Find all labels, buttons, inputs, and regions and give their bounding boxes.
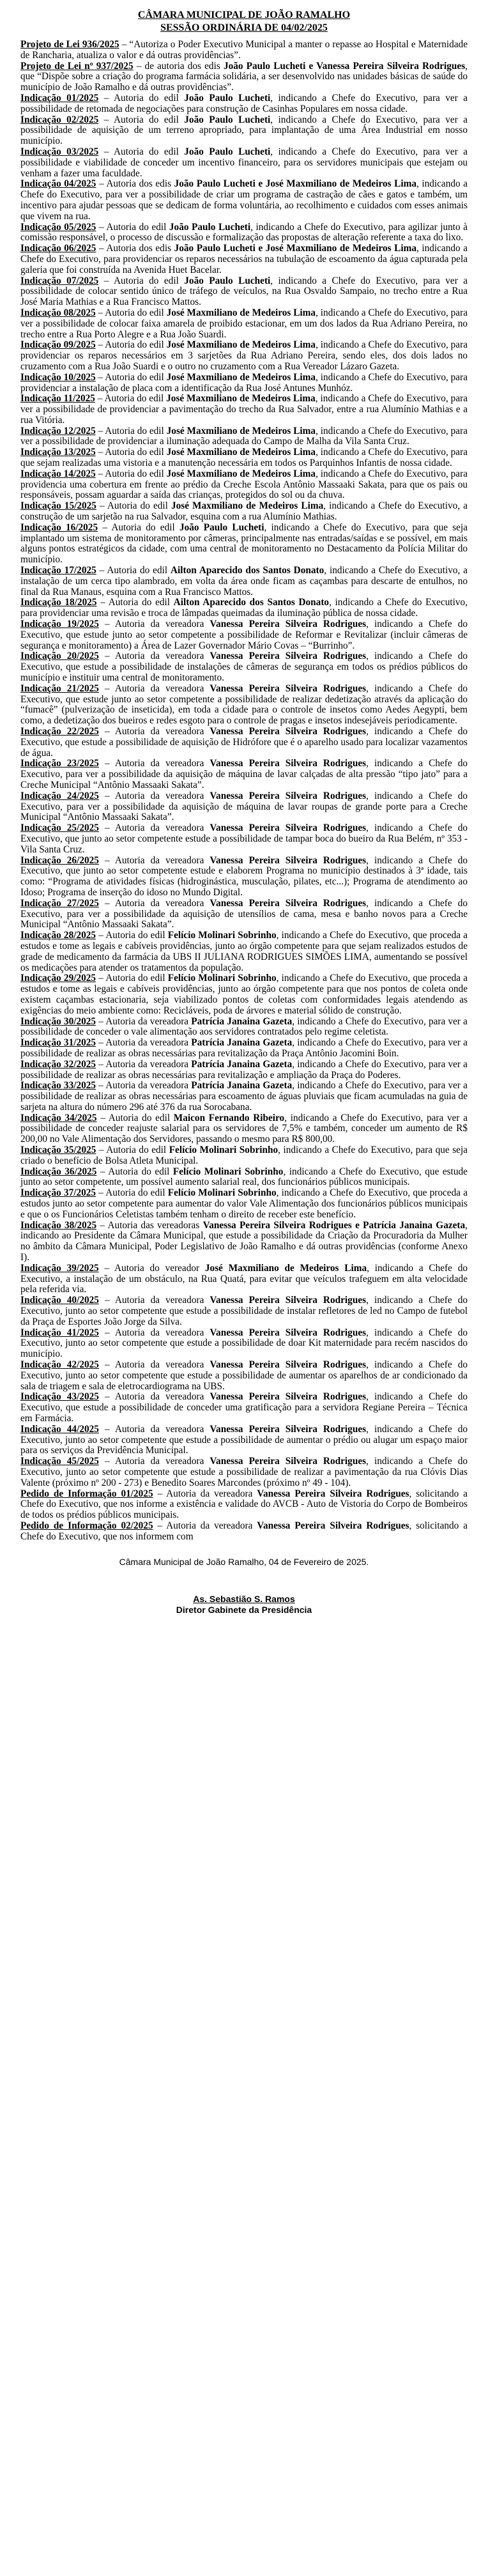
item-label: Indicação 45/2025 <box>20 1456 99 1467</box>
item-label: Indicação 04/2025 <box>20 178 96 190</box>
agenda-item <box>20 394 468 426</box>
author-name: Vanessa Pereira Silveira Rodrigues <box>257 1488 409 1499</box>
signer-name: As. Sebastião S. Ramos <box>193 1593 295 1604</box>
agenda-item <box>20 899 468 930</box>
author-name: Felício Molinari Sobrinho <box>167 973 277 984</box>
agenda-item <box>20 1113 468 1145</box>
author-name: Patrícia Janaina Gazeta <box>191 1080 293 1091</box>
footer-place-date: Câmara Municipal de João Ramalho, 04 de Fevereiro de 2025. <box>119 1556 369 1567</box>
author-name: Ailton Aparecido dos Santos Donato <box>173 597 330 608</box>
item-label: Indicação 27/2025 <box>20 897 99 909</box>
item-label: Indicação 05/2025 <box>20 221 96 233</box>
item-label: Indicação 15/2025 <box>20 500 96 512</box>
item-text: , indicando a Chefe do Executivo, para providenciar os reparos necessários em 3 sarjetões da Rua Adriano Pereira, sendo eles, dos dois lados no cruzamento com a Rua João Suardi e o outro no cruzamento com a Rua Vereador Lázaro Gazeta. <box>20 339 468 372</box>
author-name: Felício Molinari Sobrinho <box>167 1187 277 1199</box>
item-text: , indicando a Chefe do Executivo, que estude junto ao setor competente a possibilidade de realizar dedetização através da aplicação do “fumacê” (pulverização de inseticida), em toda a cidade para o controle de insetos como Aedes Aegypti, bem como, a dedetização dos bueiros e redes esgoto para o controle de pragas e insetos indesejáveis periodicamente. <box>20 683 468 727</box>
item-label: Indicação 30/2025 <box>20 1015 96 1027</box>
item-label: Indicação 21/2025 <box>20 683 99 694</box>
item-label: Indicação 41/2025 <box>20 1327 99 1338</box>
item-text: , indicando a Chefe do Executivo, que proceda a estudos e tome as legais e cabíveis providências, junto ao órgão competente para que sejam realizados estudos de grade de medicamento da farmácia da UBS II JULIANA RODRIGUES SIMÕES LIMA, aumentando se possível os medicações para atender os tratamentos da população. <box>20 930 468 973</box>
author-name: Vanessa Pereira Silveira Rodrigues <box>210 758 367 769</box>
item-label: Indicação 34/2025 <box>20 1112 97 1123</box>
header-title: CÂMARA MUNICIPAL DE JOÃO RAMALHO <box>137 10 351 20</box>
item-label: Indicação 06/2025 <box>20 243 96 254</box>
author-name: João Paulo Lucheti <box>184 146 271 157</box>
item-label: Indicação 36/2025 <box>20 1166 97 1177</box>
item-text: – Autoria do edil <box>96 565 171 576</box>
item-text: , indicando a Chefe do Executivo, para ver a possibilidade e viabilidade de conceder um incentivo financeiro, para os servidores municipais que estejam ou venham a fazer uma faculdade. <box>20 146 468 179</box>
item-text: , solicitando a Chefe do Executivo, que nos informe a existência e validade do AVCB - Auto de Vistoria do Corpo de Bombeiros de todos os prédios públicos municipais. <box>20 1488 468 1521</box>
item-text: , indicando a Chefe do Executivo, a construção de um sarjetão na rua Salvador, esquina com a rua Alumínio Mathias. <box>20 500 468 523</box>
item-text: – Autoria do edil <box>98 146 185 157</box>
item-text: , indicando a Chefe do Executivo, para ver a possibilidade de providenciar a iluminação adequada do Campo de Malha da Vila Santa Cruz. <box>20 425 468 447</box>
item-label: Indicação 01/2025 <box>20 92 99 104</box>
author-name: Patrícia Janaina Gazeta <box>191 1037 293 1049</box>
item-label: Indicação 10/2025 <box>20 371 96 383</box>
agenda-item <box>20 93 468 115</box>
item-text: , indicando a Chefe do Executivo, junto ao setor competente que estude a possibilidade de realizar a pavimentação da rua Clóvis Dias Valente (próximo nº 200 - 273) e Benedito Soares Marcondes (próximo nº 49 - 104). <box>20 1456 468 1488</box>
agenda-item <box>20 1188 468 1220</box>
item-text: , indicando ao Presidente da Câmara Municipal, que estude a possibilidade da Criação da Procuradoria da Mulher no âmbito da Câmara Municipal, Poder Legislativo de João Ramalho e dá outras providências (conforme Anexo I). <box>20 1219 468 1263</box>
agenda-item <box>20 276 468 308</box>
item-text: , indicando a Chefe do Executivo, que estude junto ao setor competente a possibilidade de Reformar e Revitalizar (incluir câmeras de segurança e monitoramento) a Área de Lazer Governador Mário Covas – “Burrinho”. <box>20 619 468 651</box>
agenda-item <box>20 523 468 566</box>
item-text: , indicando a Chefe do Executivo, para ver a possibilidade de conceder o vale alimentação aos servidores contratados pelo regime celetista. <box>20 1015 468 1038</box>
item-text: , indicando a Chefe do Executivo, para ver a possibilidade da aquisição de utensílios de cama, mesa e banho novos para a Creche Municipal “Antônio Massaaki Sakata”. <box>20 897 468 930</box>
item-label: Indicação 43/2025 <box>20 1391 99 1403</box>
item-label: Indicação 16/2025 <box>20 521 98 533</box>
agenda-item <box>20 1456 468 1488</box>
item-text: , indicando a Chefe do Executivo, para que seja implantado um sistema de monitoramento por câmeras, principalmente nas entradas/saídas e se possível, em mais alguns pontos estratégicos da cidade, com uma central de monitoramento no Destacamento da Polícia Militar do município. <box>20 521 468 566</box>
author-name: João Paulo Lucheti <box>184 92 271 104</box>
item-text: – Autoria do edil <box>95 339 167 351</box>
item-label: Indicação 08/2025 <box>20 307 96 318</box>
author-name: José Maxmiliano de Medeiros Lima <box>166 371 316 383</box>
author-name: Vanessa Pereira Silveira Rodrigues <box>210 726 367 737</box>
item-text: – “Autoriza o Poder Executivo Municipal a manter o repasse ao Hospital e Maternidade de Rancharia, atualiza o valor e dá outras providências”. <box>20 39 468 61</box>
item-text: – Autoria da vereadora <box>96 1037 192 1049</box>
item-label: Indicação 26/2025 <box>20 854 99 866</box>
item-text: , indicando a Chefe do Executivo, junto ao setor competente que estude a possibilidade de aumentar os aparelhos de ar condicionado da sala de triagem e sala de eletrocardiograma na UBS. <box>20 1359 468 1392</box>
author-name: Vanessa Pereira Silveira Rodrigues <box>210 1359 367 1371</box>
item-text: , indicando a Chefe do Executivo, que proceda a estudos junto ao setor competente para aumentar do valor Vale Alimentação dos funcionários públicos municipais e que o os Funcionários Celetistas também tenham o direito de receber este benefício. <box>20 1187 468 1220</box>
item-label: Indicação 11/2025 <box>20 393 95 405</box>
agenda-item <box>20 115 468 147</box>
item-text: – Autoria do edil <box>96 500 171 512</box>
agenda-item <box>20 61 468 93</box>
item-text: – Autoria dos edis <box>96 178 174 190</box>
item-text: , indicando a Chefe do Executivo, para ver a possibilidade de colocar faixa amarela de proibido estacionar, em um dos lados da Rua Adriano Pereira, no trecho entre a Rua Porto Alegre e a Rua João Suardi. <box>20 307 468 340</box>
agenda-item <box>20 1489 468 1521</box>
agenda-item <box>20 1424 468 1456</box>
document-header <box>20 9 468 35</box>
author-name: Patrícia Janaina Gazeta <box>191 1058 293 1070</box>
item-label: Indicação 38/2025 <box>20 1219 97 1231</box>
item-label: Indicação 24/2025 <box>20 790 99 801</box>
author-name: João Paulo Lucheti <box>184 275 271 286</box>
author-name: José Maxmiliano de Medeiros Lima <box>166 468 316 479</box>
item-text: , indicando a Chefe do Executivo, para ver a possibilidade de colocar sentido único de tráfego de veículos, na Rua Osvaldo Sampaio, no trecho entre a Rua José Maria Mathias e a Rua Francisco Mattos. <box>20 275 468 308</box>
author-name: Ailton Aparecido dos Santos Donato <box>171 565 324 576</box>
author-name: Felício Molinari Sobrinho <box>172 1166 284 1177</box>
author-name: Vanessa Pereira Silveira Rodrigues e Patrícia Janaina Gazeta <box>202 1219 466 1231</box>
item-label: Indicação 39/2025 <box>20 1262 99 1274</box>
author-name: Vanessa Pereira Silveira Rodrigues <box>210 619 367 630</box>
item-text: – Autoria da vereadora <box>153 1520 257 1531</box>
item-label: Indicação 25/2025 <box>20 822 99 834</box>
item-text: , indicando a Chefe do Executivo, a instalação de um obstáculo, na Rua Quatá, para evitar que veículos trafeguem em alta velocidade pela referida via. <box>20 1262 468 1295</box>
item-text: , indicando a Chefe do Executivo, para ver a possibilidade de realizar as obras necessárias para escoamento de águas pluviais que ficam acumuladas na guia de sarjeta na altura do número 296 até 376 da rua Sorocabana. <box>20 1080 468 1113</box>
item-label: Indicação 40/2025 <box>20 1295 99 1306</box>
agenda-item <box>20 1221 468 1263</box>
author-name: Vanessa Pereira Silveira Rodrigues <box>210 854 367 866</box>
agenda-item <box>20 1038 468 1060</box>
item-text: , indicando a Chefe do Executivo, para ver a possibilidade de aquisição de um terreno apropriado, para implantação de uma Área Industrial em nosso município. <box>20 114 468 147</box>
agenda-item <box>20 1060 468 1081</box>
author-name: Vanessa Pereira Silveira Rodrigues <box>210 1456 367 1467</box>
item-text: – Autoria da vereadora <box>96 1058 192 1070</box>
item-text: – Autoria da vereadora <box>96 1015 192 1027</box>
author-name: Maicon Fernando Ribeiro <box>173 1112 285 1123</box>
item-text: – Autoria do edil <box>96 597 174 608</box>
item-text: , indicando a Chefe do Executivo, que junto ao setor competente estude a possibilidade de tampar boca do bueiro da Rua Belém, nº 353 - Vila Santa Cruz. <box>20 822 468 855</box>
item-text: , que “Dispõe sobre a criação do programa farmácia solidária, a ser desenvolvido nas unidades básicas de saúde do município de João Ramalho e dá outras providências”. <box>20 60 468 93</box>
author-name: Vanessa Pereira Silveira Rodrigues <box>210 897 367 909</box>
item-label: Indicação 42/2025 <box>20 1359 99 1371</box>
agenda-item <box>20 823 468 855</box>
author-name: José Maxmiliano de Medeiros Lima <box>166 425 316 436</box>
item-label: Pedido de Informação 01/2025 <box>20 1488 153 1499</box>
item-text: – Autoria do edil <box>96 930 168 941</box>
item-text: , indicando a Chefe do Executivo, para ver a possibilidade de criar um programa de castração de cães e gatos e também, um incentivo para ajudar pessoas que se dedicam de forma voluntária, ao recolhimento e cuidados com esses animais que vivem na rua. <box>20 178 468 222</box>
item-text: – Autoria do edil <box>95 447 167 458</box>
item-text: – Autoria do edil <box>95 371 167 383</box>
item-text: – Autoria do edil <box>96 1166 173 1177</box>
item-text: – Autoria da vereadora <box>153 1488 257 1499</box>
item-text: – Autoria do edil <box>95 393 167 405</box>
agenda-item <box>20 791 468 823</box>
author-name: Vanessa Pereira Silveira Rodrigues <box>210 683 367 694</box>
agenda-item <box>20 1081 468 1113</box>
item-label: Indicação 18/2025 <box>20 597 97 608</box>
agenda-item <box>20 1017 468 1038</box>
agenda-item <box>20 1263 468 1295</box>
item-text: , indicando a Chefe do Executivo, que estude a possibilidade de aquisição de Hidrófore que é o aparelho usado para localizar vazamentos de água. <box>20 726 468 759</box>
item-text: – Autoria do edil <box>95 468 167 479</box>
agenda-item <box>20 340 468 372</box>
agenda-item <box>20 759 468 791</box>
author-name: João Paulo Lucheti <box>169 221 251 233</box>
item-label: Projeto de Lei 936/2025 <box>20 39 119 50</box>
item-label: Indicação 12/2025 <box>20 425 96 436</box>
author-name: Vanessa Pereira Silveira Rodrigues <box>210 1391 367 1403</box>
item-text: , indicando a Chefe do Executivo, para ver a possibilidade de retomada de negociações para construção de Casinhas Populares em nossa cidade. <box>20 92 468 114</box>
item-text: – Autoria do edil <box>98 275 185 286</box>
item-text: , indicando a Chefe do Executivo, para ver a possibilidade de realizar as obras necessárias para revitalização e ampliação da Praça do Poderes. <box>20 1058 468 1081</box>
author-name: João Paulo Lucheti e José Maxmiliano de Medeiros Lima <box>174 178 416 190</box>
item-text: – Autoria do edil <box>98 114 185 125</box>
author-name: Vanessa Pereira Silveira Rodrigues <box>210 790 367 801</box>
item-text: , indicando a Chefe do Executivo, para ver a possibilidade da aquisição de máquina de lavar roupas de grande porte para a Creche Municipal “Antônio Massaaki Sakata”. <box>20 790 468 823</box>
agenda-item <box>20 308 468 340</box>
author-name: José Maxmiliano de Medeiros Lima <box>166 307 316 318</box>
item-label: Indicação 35/2025 <box>20 1145 96 1156</box>
author-name: José Maxmiliano de Medeiros Lima <box>204 1262 367 1274</box>
item-text: – Autoria da vereadora <box>98 619 210 630</box>
author-name: Vanessa Pereira Silveira Rodrigues <box>257 1520 409 1531</box>
item-label: Indicação 09/2025 <box>20 339 96 351</box>
item-text: – Autoria da vereadora <box>98 897 210 909</box>
item-text: – Autoria dos edis <box>96 243 174 254</box>
author-name: José Maxmiliano de Medeiros Lima <box>166 339 316 351</box>
item-text: – Autoria da vereadora <box>98 1456 210 1467</box>
item-text: – Autoria do edil <box>96 973 168 984</box>
item-text: – Autoria da vereadora <box>96 1080 192 1091</box>
item-label: Indicação 02/2025 <box>20 114 99 125</box>
author-name: Vanessa Pereira Silveira Rodrigues <box>210 1327 367 1338</box>
agenda-item <box>20 1392 468 1424</box>
agenda-item <box>20 856 468 899</box>
agenda-item <box>20 243 468 275</box>
item-text: , indicando a Chefe do Executivo, que estude a possibilidade de instalações de câmeras de segurança em todos os prédios públicos do município e instituir uma central de monitoramento. <box>20 651 468 684</box>
item-text: – Autoria da vereadora <box>98 1327 210 1338</box>
author-name: João Paulo Lucheti <box>184 114 271 125</box>
signer-role: Diretor Gabinete da Presidência <box>176 1604 312 1615</box>
agenda-item <box>20 179 468 222</box>
agenda-item <box>20 1328 468 1360</box>
item-text: – Autoria da vereadora <box>98 854 210 866</box>
item-text: – Autoria do edil <box>96 1112 174 1123</box>
author-name: José Maxmiliano de Medeiros Lima <box>166 447 316 458</box>
item-label: Indicação 17/2025 <box>20 565 96 576</box>
item-text: – Autoria do edil <box>98 521 179 533</box>
agenda-item <box>20 447 468 469</box>
agenda-item <box>20 1521 468 1543</box>
item-label: Indicação 44/2025 <box>20 1423 99 1435</box>
item-text: – Autoria da vereadora <box>98 1295 210 1306</box>
agenda-item <box>20 619 468 651</box>
item-text: – Autoria da vereadora <box>98 726 210 737</box>
author-name: José Maxmiliano de Medeiros Lima <box>166 393 316 405</box>
author-name: Vanessa Pereira Silveira Rodrigues <box>210 651 367 662</box>
author-name: Patrícia Janaina Gazeta <box>191 1015 293 1027</box>
item-text: – Autoria da vereadora <box>98 758 210 769</box>
item-label: Indicação 23/2025 <box>20 758 99 769</box>
item-label: Indicação 13/2025 <box>20 447 96 458</box>
item-text: – Autoria do edil <box>98 92 185 104</box>
item-text: , indicando a Chefe do Executivo, para ver a possibilidade de realizar as obras necessárias para revitalização da Praça Antônio Jacomini Boin. <box>20 1037 468 1059</box>
signature-block <box>20 1594 468 1616</box>
agenda-item <box>20 1145 468 1167</box>
item-label: Indicação 20/2025 <box>20 651 99 662</box>
item-label: Indicação 37/2025 <box>20 1187 96 1199</box>
item-text: , indicando a Chefe do Executivo, para providenciar uma revisão e troca de lâmpadas queimadas da iluminação pública de nossa cidade. <box>20 597 468 619</box>
agenda-item <box>20 651 468 683</box>
agenda-item <box>20 469 468 501</box>
agenda-item <box>20 684 468 727</box>
item-label: Indicação 07/2025 <box>20 275 99 286</box>
author-name: Felício Molinari Sobrinho <box>167 930 277 941</box>
agenda-item <box>20 1295 468 1327</box>
item-text: , indicando a Chefe do Executivo, para providenciar a instalação de placa com a identificação da Rua José Antunes Munhóz. <box>20 371 468 394</box>
item-text: – Autoria do edil <box>95 307 167 318</box>
author-name: José Maxmiliano de Medeiros Lima <box>171 500 324 512</box>
agenda-item <box>20 147 468 179</box>
item-text: , indicando a Chefe do Executivo, para ver a possibilidade da aquisição de máquina de lavar calçadas de alta pressão “tipo jato” para a Creche Municipal “Antônio Massaaki Sakata”. <box>20 758 468 791</box>
item-text: , indicando a Chefe do Executivo, que junto ao setor competente estude e elaborem Programa no município destinados à 3ª idade, tais como: “Programa de atividades físicas (hidroginástica, musculação, pilates, etc...); Programa de atendimento ao Idoso; Programa de inserção do idoso no Mundo Digital. <box>20 854 468 898</box>
item-text: , indicando a Chefe do Executivo, a instalação de um cerca tipo alambrado, em volta da área onde ficam as caçambas para descarte de entulhos, no final da Rua Manaus, esquina com a Rua Francisco Mattos. <box>20 565 468 598</box>
agenda-item <box>20 501 468 523</box>
item-text: – de autoria dos edis <box>133 60 224 72</box>
item-text: – Autoria da vereadora <box>98 651 210 662</box>
agenda-item <box>20 930 468 973</box>
agenda-item <box>20 40 468 61</box>
agenda-item <box>20 727 468 759</box>
item-text: , indicando a Chefe do Executivo, junto ao setor competente que estude a possibilidade de doar Kit maternidade para recém nascidos do município. <box>20 1327 468 1360</box>
author-name: Vanessa Pereira Silveira Rodrigues <box>210 1295 367 1306</box>
item-text: , indicando a Chefe do Executivo, que proceda a estudos e tome as legais e cabíveis providências, junto ao órgão competente para que nos pontos de coleta onde existem caçambas estacionaria, seja viabilizado pontos de coletas com conformidades legais atendendo as exigências do meio ambiente como: Recicláveis, poda de árvores e material sólido de construção. <box>20 973 468 1016</box>
item-label: Indicação 03/2025 <box>20 146 99 157</box>
item-text: , indicando a Chefe do Executivo, para ver a possibilidade de conceder reajuste salarial para os servidores de 7,5% e também, conceder um aumento de R$ 200,00 no Vale Alimentação dos Servidores, passando o mesmo para R$ 800,00. <box>20 1112 468 1145</box>
item-label: Indicação 22/2025 <box>20 726 99 737</box>
item-text: , indicando a Chefe do Executivo, junto ao setor competente que estude a possibilidade de instalar refletores de led no Campo de futebol da Praça de Esportes João Jorge da Silva. <box>20 1295 468 1327</box>
item-text: , indicando a Chefe do Executivo, junto ao setor competente que estude a possibilidade de aumentar o prédio ou alugar um espaço maior para os serviços da Previdência Municipal. <box>20 1423 468 1456</box>
agenda-item <box>20 222 468 244</box>
item-label: Projeto de Lei nº 937/2025 <box>20 60 133 72</box>
item-text: – Autoria do edil <box>96 1187 168 1199</box>
item-text: , indicando a Chefe do Executivo, que estude a possibilidade de conceder uma gratificação para a servidora Regiane Pereira – Técnica em Farmácia. <box>20 1391 468 1424</box>
item-text: – Autoria do edil <box>95 425 167 436</box>
item-text: – Autoria das vereadoras <box>96 1219 203 1231</box>
item-label: Indicação 33/2025 <box>20 1080 96 1091</box>
agenda-item <box>20 598 468 619</box>
agenda-item <box>20 426 468 448</box>
item-text: , indicando a Chefe do Executivo, para que sejam realizadas uma vistoria e a manutenção necessária em todos os Parquinhos Infantis de nossa cidade. <box>20 447 468 469</box>
author-name: João Paulo Lucheti <box>179 521 264 533</box>
item-text: – Autoria da vereadora <box>98 1391 210 1403</box>
item-text: – Autoria do edil <box>96 221 169 233</box>
item-text: – Autoria da vereadora <box>98 1359 210 1371</box>
agenda-item <box>20 1360 468 1392</box>
author-name: João Paulo Lucheti e Vanessa Pereira Silveira Rodrigues <box>223 60 466 72</box>
item-label: Indicação 29/2025 <box>20 973 96 984</box>
agenda-item <box>20 373 468 394</box>
agenda-list <box>20 40 468 1543</box>
header-session: SESSÃO ORDINÁRIA DE 04/02/2025 <box>160 22 328 33</box>
item-text: , indicando a Chefe do Executivo, que estude junto ao setor competente, um possível aumento salarial real, dos funcionários públicos municipais. <box>20 1166 468 1188</box>
item-label: Indicação 31/2025 <box>20 1037 96 1049</box>
item-label: Pedido de Informação 02/2025 <box>20 1520 153 1531</box>
agenda-item <box>20 1167 468 1189</box>
item-text: – Autoria da vereadora <box>98 683 210 694</box>
item-text: – Autoria da vereadora <box>98 1423 210 1435</box>
item-text: – Autoria da vereadora <box>98 790 210 801</box>
author-name: João Paulo Lucheti e José Maxmiliano de Medeiros Lima <box>174 243 416 254</box>
item-label: Indicação 14/2025 <box>20 468 96 479</box>
item-label: Indicação 32/2025 <box>20 1058 96 1070</box>
item-label: Indicação 28/2025 <box>20 930 96 941</box>
item-text: , indicando a Chefe do Executivo, para agilizar junto à comissão responsável, o processo de discussão e formalização das propostas de alteração referente a taxa do lixo. <box>20 221 468 243</box>
item-text: , solicitando a Chefe do Executivo, que nos informem com <box>20 1520 468 1542</box>
item-text: , indicando a Chefe do Executivo, para providencia uma cobertura em frente ao prédio da Creche Escola Antônio Massaaki Sakata, para que os pais ou responsáveis, possam aguardar a saída das crianças, protegidos do sol ou da chuva. <box>20 468 468 501</box>
item-text: – Autoria da vereadora <box>98 822 210 834</box>
item-text: – Autoria do vereador <box>98 1262 205 1274</box>
item-text: , indicando a Chefe do Executivo, para providenciar os reparos necessários na tubulação de escoamento da água capturada pela galeria que foi construída na Avenida Huet Bacelar. <box>20 243 468 275</box>
item-text: – Autoria do edil <box>96 1145 169 1156</box>
item-text: , indicando a Chefe do Executivo, para ver a possibilidade de providenciar a pavimentação do trecho da Rua Salvador, entre a rua Alumínio Mathias e a rua Vitória. <box>20 393 468 426</box>
agenda-item <box>20 973 468 1016</box>
author-name: Vanessa Pereira Silveira Rodrigues <box>210 1423 367 1435</box>
agenda-item <box>20 566 468 598</box>
author-name: Felício Molinari Sobrinho <box>169 1145 278 1156</box>
item-text: , indicando a Chefe do Executivo, para que seja criado o benefício de Bolsa Atleta Municipal. <box>20 1145 468 1166</box>
item-label: Indicação 19/2025 <box>20 619 99 630</box>
author-name: Vanessa Pereira Silveira Rodrigues <box>210 822 367 834</box>
